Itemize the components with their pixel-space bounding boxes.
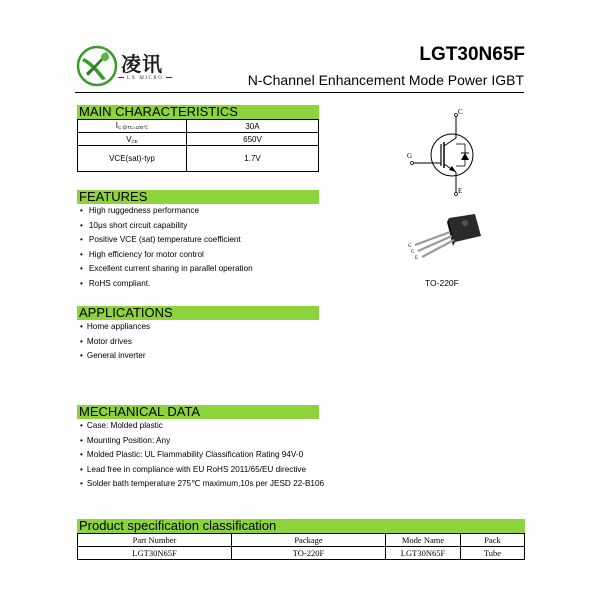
collector-label: C (458, 108, 463, 116)
company-name-en: LX MICRO (115, 76, 175, 81)
list-item: • High ruggedness performance (80, 204, 253, 219)
features-list (80, 204, 253, 292)
list-item: • Mounting Position: Any (80, 434, 324, 449)
list-item: • Solder bath temperature 275℃ maximum,10s per JESD 22-B106 (80, 477, 324, 492)
gate-label: G (407, 152, 413, 160)
list-item: • Lead free in compliance with EU RoHS 2011/65/EU directive (80, 463, 324, 478)
list-item: • Motor drives (80, 335, 150, 350)
emitter-label: E (458, 187, 463, 195)
cell-mode-name: LGT30N65F (386, 547, 461, 560)
param-ic: $I_{C @TC=100℃}$ (78, 120, 187, 133)
mechanical-list (80, 419, 324, 492)
table-header-row (78, 534, 525, 547)
list-item: • General inverter (80, 349, 150, 364)
package-label: TO-220F (425, 278, 459, 288)
section-main-characteristics: MAIN CHARACTERISTICS (77, 105, 319, 119)
device-subtitle: N-Channel Enhancement Mode Power IGBT (247, 72, 524, 88)
igbt-symbol-icon (405, 108, 480, 198)
pin-c-label: C (411, 250, 415, 255)
col-header-package: Package (232, 534, 386, 547)
param-vce-value: 650V (187, 133, 319, 146)
table-row (78, 146, 319, 172)
param-vcesat: VCE(sat)-typ (78, 146, 187, 172)
col-header-part-number: Part Number (78, 534, 232, 547)
section-features: FEATURES (77, 190, 319, 204)
param-vce: $V_{CE}$ (78, 133, 187, 146)
main-characteristics-table (77, 119, 319, 172)
list-item: • Positive VCE (sat) temperature coefficient (80, 233, 253, 248)
section-applications: APPLICATIONS (77, 306, 319, 320)
list-item: • RoHS compliant. (80, 277, 253, 292)
table-row (78, 133, 319, 146)
company-logo-icon (75, 45, 119, 87)
to220f-package-icon (405, 212, 485, 267)
cell-pack: Tube (461, 547, 525, 560)
list-item: • Home appliances (80, 320, 150, 335)
param-vcesat-value: 1.7V (187, 146, 319, 172)
col-header-pack: Pack (461, 534, 525, 547)
table-row (78, 547, 525, 560)
list-item: • High efficiency for motor control (80, 248, 253, 263)
table-row (78, 120, 319, 133)
company-name-cn: 凌讯 (121, 52, 163, 76)
pin-g-label: G (408, 244, 412, 249)
header-divider (75, 92, 524, 93)
section-product-spec: Product specification classification (77, 519, 525, 533)
list-item: • Molded Plastic: UL Flammability Classification Rating 94V-0 (80, 448, 324, 463)
cell-part-number: LGT30N65F (78, 547, 232, 560)
list-item: • 10μs short circuit capability (80, 219, 253, 234)
pin-e-label: E (415, 256, 419, 261)
param-ic-value: 30A (187, 120, 319, 133)
section-mechanical-data: MECHANICAL DATA (77, 405, 319, 419)
list-item: • Case: Molded plastic (80, 419, 324, 434)
list-item: • Excellent current sharing in parallel operation (80, 262, 253, 277)
product-spec-table (77, 533, 525, 560)
col-header-mode-name: Mode Name (386, 534, 461, 547)
applications-list (80, 320, 150, 364)
cell-package: TO-220F (232, 547, 386, 560)
part-number-title: LGT30N65F (419, 44, 525, 65)
